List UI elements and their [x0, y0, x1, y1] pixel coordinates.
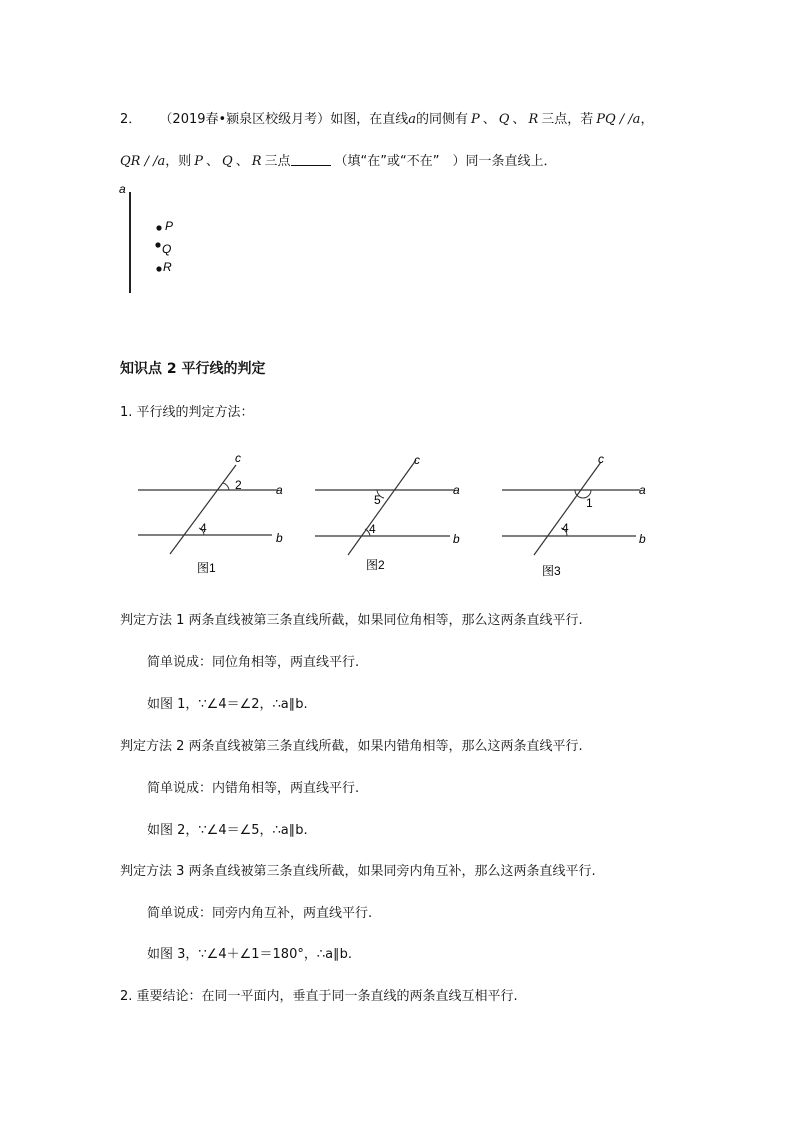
- problem-line-2: [120, 150, 556, 169]
- point-q: [155, 242, 160, 247]
- line-a-label: a: [119, 182, 126, 196]
- angle-4-label: 4: [369, 522, 376, 536]
- label-b: b: [453, 532, 460, 546]
- figure-caption: 图1: [197, 561, 216, 575]
- figure-caption: 图3: [542, 564, 561, 578]
- var-q: Q: [222, 154, 233, 169]
- figure-caption: 图2: [366, 558, 385, 572]
- var-p: P: [470, 112, 480, 127]
- section-item-1: 1. 平行线的判定方法：: [120, 405, 254, 420]
- pq-parallel-a: PQ / /a: [596, 112, 641, 127]
- problem-line-1: [120, 108, 653, 127]
- label-b: b: [276, 531, 283, 545]
- problem-number: 2．: [120, 112, 142, 127]
- label-c: c: [414, 453, 420, 467]
- point-p: [156, 225, 161, 230]
- point-r: [156, 266, 161, 271]
- angle-2-label: 2: [235, 478, 242, 492]
- point-p-label: P: [165, 219, 174, 233]
- problem-text: 、: [206, 154, 220, 169]
- problem-text: ，则: [165, 154, 192, 169]
- problem-text: ，: [640, 112, 654, 127]
- label-b: b: [639, 532, 646, 546]
- angle-1-label: 1: [586, 496, 593, 510]
- angle-5-label: 5: [374, 493, 381, 507]
- point-r-label: R: [163, 260, 172, 274]
- point-q-label: Q: [162, 242, 172, 256]
- figure-2: [310, 448, 480, 578]
- method-2-title: 判定方法 2 两条直线被第三条直线所截，如果内错角相等，那么这两条直线平行.: [120, 739, 583, 754]
- method-3-title: 判定方法 3 两条直线被第三条直线所截，如果同旁内角互补，那么这两条直线平行.: [120, 864, 596, 879]
- problem-text: （填“在”或“不在” ）同一条直线上．: [334, 154, 557, 169]
- problem-source: （2019春•颍泉区校级月考）: [159, 112, 331, 127]
- qr-parallel-a: QR / /a: [120, 154, 166, 169]
- method-3-short: 简单说成：同旁内角互补，两直线平行.: [147, 906, 373, 921]
- answer-blank[interactable]: [291, 153, 331, 166]
- problem-figure: [115, 180, 195, 300]
- figure-1: [130, 448, 300, 578]
- label-a: a: [639, 483, 646, 497]
- figure-3: [495, 448, 665, 583]
- method-2-short: 简单说成：内错角相等，两直线平行.: [147, 781, 360, 796]
- angle-4-label: 4: [562, 521, 569, 535]
- section-item-2: 2. 重要结论：在同一平面内，垂直于同一条直线的两条直线互相平行.: [120, 989, 518, 1004]
- problem-text: 、: [512, 112, 526, 127]
- label-a: a: [453, 483, 460, 497]
- method-2-example: 如图 2，∵∠4＝∠5，∴a∥b.: [147, 823, 308, 838]
- var-r: R: [528, 112, 539, 127]
- var-q: Q: [498, 112, 510, 127]
- var-p: P: [194, 154, 203, 169]
- var-a: a: [408, 112, 416, 127]
- label-a: a: [276, 483, 283, 497]
- method-3-example: 如图 3，∵∠4＋∠1＝180°，∴a∥b.: [147, 947, 352, 962]
- label-c: c: [598, 452, 604, 466]
- method-1-short: 简单说成：同位角相等，两直线平行.: [147, 655, 360, 670]
- section-title: 知识点 2 平行线的判定: [120, 361, 266, 377]
- var-r: R: [251, 154, 262, 169]
- problem-text: 、: [482, 112, 496, 127]
- line-c: [348, 460, 416, 555]
- problem-text: 三点: [264, 154, 291, 169]
- problem-text: 三点，若: [541, 112, 594, 127]
- problem-text: 的同侧有: [415, 112, 468, 127]
- line-c: [170, 465, 236, 554]
- angle-4-label: 4: [200, 521, 207, 535]
- problem-text: 如图，在直线: [330, 112, 409, 127]
- method-1-example: 如图 1，∵∠4＝∠2，∴a∥b.: [147, 697, 308, 712]
- label-c: c: [235, 451, 241, 465]
- problem-text: 、: [235, 154, 249, 169]
- method-1-title: 判定方法 1 两条直线被第三条直线所截，如果同位角相等，那么这两条直线平行.: [120, 613, 583, 628]
- angle-2-arc: [223, 483, 229, 490]
